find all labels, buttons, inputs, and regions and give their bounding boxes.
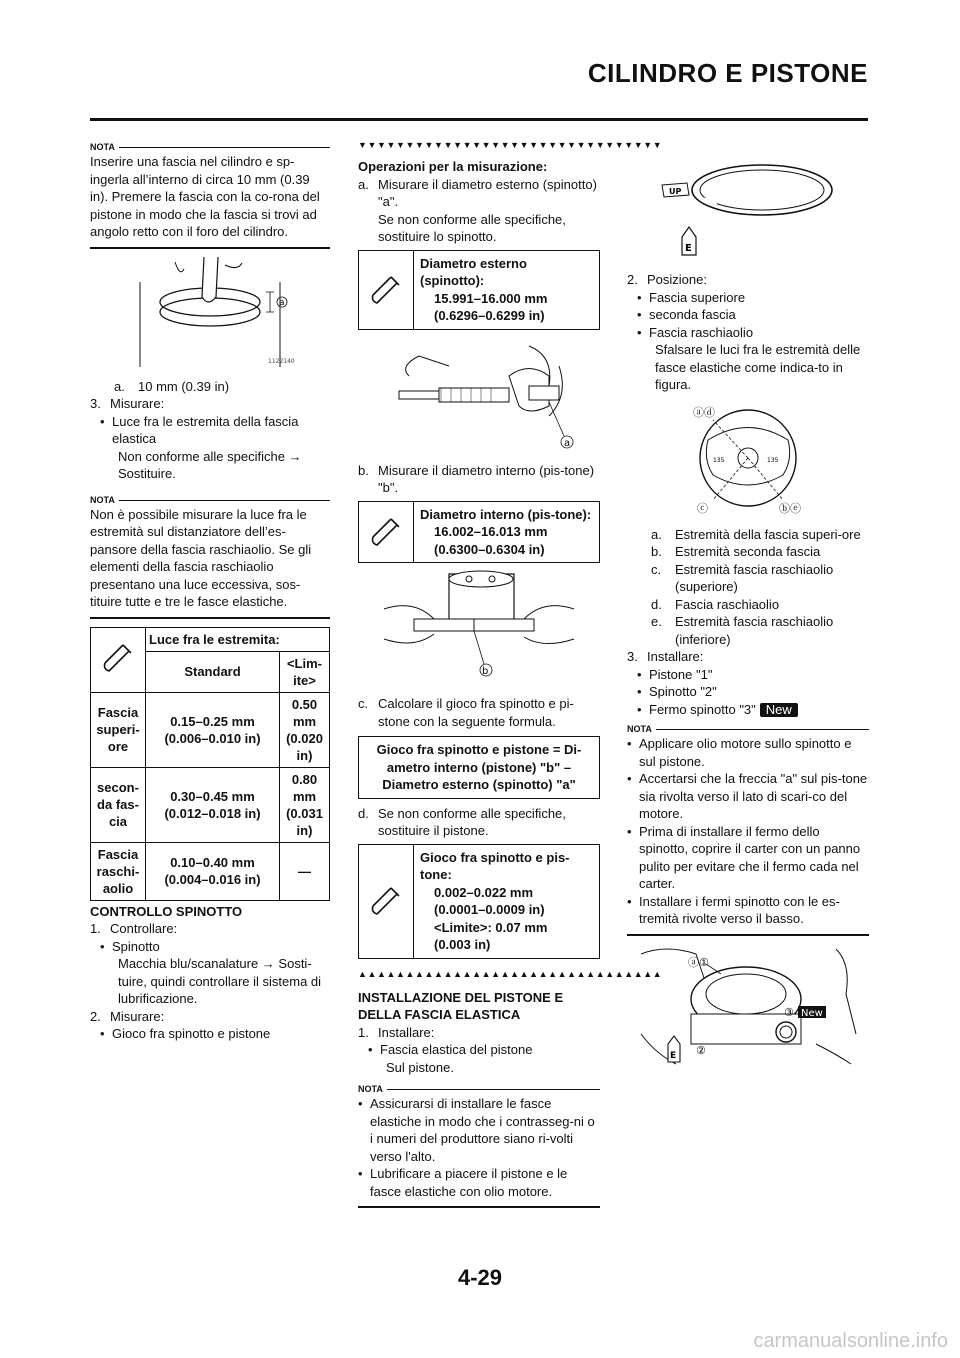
spec-value: 16.002–16.013 mm: [434, 524, 548, 539]
spec-box-clearance: [358, 844, 600, 959]
bullet-item: • Pistone "1": [637, 666, 713, 682]
figure-marker: ②: [695, 1043, 706, 1057]
ring-gap-table: [90, 627, 330, 901]
angle-label: 135: [767, 456, 779, 464]
figure-marker: b: [482, 666, 489, 677]
column-right: [627, 155, 869, 1075]
divider: [358, 1206, 600, 1208]
nota-bullet: • Assicurarsi di installare le fasce elastiche in modo che i contrasseg-ni o i numeri del produttore siano ri-volti verso l'alto.: [358, 1096, 595, 1164]
nota-heading: NOTA: [627, 724, 869, 735]
table-header-standard: Standard: [146, 651, 280, 692]
nota-bullet: • Installare i fermi spinotto con le es-tremità rivolte verso il basso.: [627, 893, 840, 926]
wrench-icon: [359, 251, 414, 329]
new-badge: New: [760, 703, 798, 717]
figure-marker: a: [564, 437, 571, 449]
bullet-item: • Gioco fra spinotto e pistone: [100, 1026, 271, 1041]
step-3: 3. Misurare:: [90, 396, 165, 411]
spec-limit: <Limite>: 0.07 mm: [434, 919, 548, 935]
nota-text: Inserire una fascia nel cilindro e sp-ingerla all’interno di circa 10 mm (0.39 in). Premere la fascia con la co-rona del pistone in modo che la fascia si trovi ad angolo retto con il foro del cilindro.: [90, 154, 320, 239]
step-1: 1. Controllare:: [90, 921, 178, 936]
step-3: 3. Installare:: [627, 649, 704, 664]
wrench-icon: [91, 627, 146, 692]
figure-marker: ⓐ①: [687, 955, 709, 969]
divider: [90, 247, 330, 249]
micrometer-figure: [379, 336, 579, 456]
triangle-divider-down: ▼▼▼▼▼▼▼▼▼▼▼▼▼▼▼▼▼▼▼▼▼▼▼▼▼▼▼▼▼▼▼▼: [358, 140, 663, 150]
nota-heading: NOTA: [358, 1084, 600, 1095]
ring-gap-position-figure: [673, 400, 823, 520]
bullet-subtext: Non conforme alle specifiche →: [118, 448, 302, 464]
table-row: secon-da fas-cia 0.30–0.45 mm (0.012–0.018 in) 0.80 mm (0.031 in): [91, 767, 330, 842]
angle-label: 135: [713, 456, 725, 464]
nota-label: NOTA: [90, 142, 115, 152]
section-heading: CONTROLLO SPINOTTO: [90, 903, 243, 919]
spec-box-piston-id: [358, 501, 600, 564]
bullet-item: • Spinotto "2": [637, 684, 717, 699]
section-heading: INSTALLAZIONE DEL PISTONE E DELLA FASCIA ELASTICA: [358, 989, 564, 1022]
bullet-item: • Fascia elastica del pistone: [368, 1042, 533, 1057]
page-number: 4-29: [457, 1265, 503, 1290]
ops-heading: Operazioni per la misurazione:: [358, 159, 548, 174]
bullet-subtext: Macchia blu/scanalature → Sosti-tuire, quindi controllare il sistema di lubrificazione.: [118, 956, 322, 1006]
column-middle: [358, 138, 663, 1216]
bullet-item: • Fascia superiore: [637, 289, 746, 305]
piston-bore-figure: [374, 569, 584, 689]
step-2: 2. Misurare:: [90, 1008, 165, 1024]
spec-title: Diametro interno (pis-tone):: [420, 506, 592, 522]
step-a: a. Misurare il diametro esterno (spinotto) "a".: [358, 176, 597, 209]
ring-insertion-figure: [120, 257, 300, 372]
figure-marker: a: [279, 297, 285, 308]
bullet-item: • Luce fra le estremita della fascia elastica: [100, 413, 299, 446]
step-b: b. Misurare il diametro interno (pis-tone) "b".: [358, 462, 595, 495]
nota-heading: NOTA: [90, 495, 330, 506]
nota-bullet: • Applicare olio motore sullo spinotto e sul pistone.: [627, 736, 852, 769]
legend-item: a. Estremità della fascia superi-ore: [651, 526, 861, 542]
figure-marker: ⓒ: [697, 501, 708, 515]
bullet-item: • seconda fascia: [637, 307, 736, 322]
spec-box-pin-od: [358, 250, 600, 330]
step-2: 2. Posizione:: [627, 272, 707, 287]
bullet-item: • Fermo spinotto "3" New: [627, 701, 869, 719]
figure-marker: ⓑⓔ: [779, 501, 801, 515]
step-c: c. Calcolare il gioco fra spinotto e pi-stone con la seguente formula.: [358, 696, 574, 729]
list-item: a. 10 mm (0.39 in): [114, 378, 230, 394]
step-d: d. Se non conforme alle specifiche, sostituire il pistone.: [358, 805, 566, 838]
bullet-subtext: Sfalsare le luci fra le estremità delle fasce elastiche come indica-to in figura.: [655, 342, 861, 392]
step-1: 1. Installare:: [358, 1024, 435, 1040]
piston-ring-figure: [627, 155, 837, 265]
figure-marker: ⓐⓓ: [693, 405, 715, 419]
oil-icon: E: [685, 243, 692, 254]
divider: [90, 617, 330, 619]
spec-value: (0.003 in): [434, 937, 491, 952]
table-row: Fascia raschi-aolio 0.10–0.40 mm (0.004–0.016 in) —: [91, 842, 330, 900]
nota-heading: [90, 142, 330, 153]
wrench-icon: [359, 502, 414, 563]
legend-item: e. Estremità fascia raschiaolio (inferiore): [651, 614, 834, 647]
spec-value: (0.0001–0.0009 in): [434, 902, 545, 917]
bullet-subtext: Sostituire.: [118, 466, 176, 481]
header-rule: [90, 118, 868, 121]
page-title: CILINDRO E PISTONE: [587, 58, 868, 88]
spec-value: 15.991–16.000 mm: [434, 290, 548, 306]
oil-icon: E: [669, 1050, 676, 1061]
nota-bullet: • Prima di installare il fermo dello spinotto, coprire il carter con un panno pulito per evitare che il fermo cada nel carter.: [627, 823, 861, 891]
wrench-icon: [359, 845, 414, 958]
bullet-subtext: Sul pistone.: [386, 1059, 454, 1075]
legend-item: d. Fascia raschiaolio: [651, 596, 780, 612]
spec-title: Diametro esterno (spinotto):: [420, 255, 527, 288]
spec-value: 0.002–0.022 mm: [434, 884, 534, 900]
figure-code: 1122140: [268, 357, 295, 365]
figure-marker: ③: [783, 1005, 794, 1019]
bullet-item: • Fascia raschiaolio: [637, 324, 754, 340]
nota-bullet: • Lubrificare a piacere il pistone e le fasce elastiche con olio motore.: [358, 1166, 568, 1199]
figure-legend: [627, 526, 869, 649]
table-title: Luce fra le estremita:: [146, 627, 330, 651]
new-badge: New: [800, 1007, 823, 1019]
nota-bullet: • Accertarsi che la freccia "a" sul pis-tone sia rivolta verso il lato di scari-co del motore.: [627, 771, 868, 821]
watermark: carmanualsonline.info: [753, 1330, 948, 1352]
nota-text: Non è possibile misurare la luce fra le estremità sul distanziatore dell’es-pansore della fascia raschiaolio. Se gli elementi della fascia raschiaolio presentano una luce eccessiva, sos-tituire tutte e tre le fasce elastiche.: [90, 506, 312, 609]
up-mark: UP: [669, 187, 682, 196]
spec-value: (0.6296–0.6299 in): [434, 308, 545, 323]
bullet-item: • Spinotto: [100, 938, 160, 954]
column-left: [90, 138, 330, 1043]
spec-title: Gioco fra spinotto e pis-tone:: [420, 849, 570, 882]
table-header-limit: <Lim-ite>: [280, 651, 330, 692]
step-subtext: Se non conforme alle specifiche, sostituire lo spinotto.: [378, 211, 566, 244]
legend-item: b. Estremità seconda fascia: [651, 544, 821, 559]
legend-item: c. Estremità fascia raschiaolio (superiore): [651, 561, 834, 594]
piston-install-figure: [636, 944, 861, 1069]
divider: [627, 934, 869, 936]
clearance-formula: Gioco fra spinotto e pistone = Di-ametro interno (pistone) "b" – Diametro esterno (spinotto) "a": [358, 736, 600, 799]
spec-value: (0.6300–0.6304 in): [434, 541, 545, 557]
triangle-divider-up: ▲▲▲▲▲▲▲▲▲▲▲▲▲▲▲▲▲▲▲▲▲▲▲▲▲▲▲▲▲▲▲▲: [358, 968, 663, 979]
table-row: Fascia superi-ore 0.15–0.25 mm (0.006–0.010 in) 0.50 mm (0.020 in): [91, 692, 330, 767]
